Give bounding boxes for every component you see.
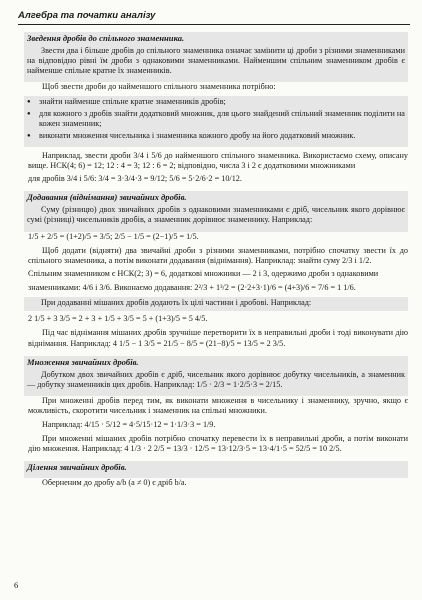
list-item: ● для кожного з дробів знайти додатковий множник, для цього знайдений спільний знаменник поділити на кожен знаменник; [27,109,405,130]
section-shaded-box [24,32,408,82]
paragraph: Звести два і більше дробів до спільного знаменника означає замінити ці дроби з різними знаменниками на відповідно рівні їм дроби з однаковими знаменниками. Найменшим спільним знаменником дробів є найменше спільне кратне їх знаменників. [27,45,405,76]
paragraph: Спільним знаменником є НСК(2; 3) = 6, додаткові множники — 2 і 3, одержимо дроби з однаковими [28,269,379,279]
section-shaded-box [24,191,408,231]
page-number: 6 [14,580,19,590]
paragraph: Під час віднімання мішаних дробів зручніше перетворити їх в неправильні дроби і тоді виконувати дію віднімання. Наприклад: 4 1/5 − 1 3/5 = 21/5 − 8/5 = (21−8)/5 = 13/5 = 2 3/5. [28,328,408,348]
page-content [28,32,408,491]
paragraph: Щоб додати (відняти) два звичайні дроби з різними знаменниками, потрібно спочатку звести їх до спільного знаменника, а потім виконати додавання (віднімання). Наприклад: знайти суму 2/3 і 1/2. [28,245,408,266]
section-title: Додавання (віднімання) звичайних дробів. [27,192,187,203]
section-title: Зведення дробів до спільного знаменника. [27,33,185,43]
formula-line: знаменниками: 4/6 і 3/6. Виконаємо додавання: 2²/3 + 1³/2 = (2·2+3·1)/6 = (4+3)/6 = 7/6 = 1 1/6. [28,282,356,292]
list-item: ● знайти найменше спільне кратне знаменників дробів; [27,97,405,107]
paragraph: При додаванні мішаних дробів додають їх цілі частини і дробові. Наприклад: [24,297,408,311]
paragraph: Щоб звести дроби до найменшого спільного знаменника потрібно: [42,82,276,92]
formula-line: 1/5 + 2/5 = (1+2)/5 = 3/5; 2/5 − 1/5 = (2−1)/5 = 1/5. [28,231,199,241]
paragraph: При множенні дробів перед тим, як виконати множення в чисельнику і знаменнику, зручно, якщо є можливість, скоротити чисельник і знаменник на спільні множники. [28,396,408,416]
paragraph: для дробів 3/4 і 5/6: 3/4 = 3·3/4·3 = 9/12; 5/6 = 5·2/6·2 = 10/12. [28,174,242,184]
paragraph: Суму (різницю) двох звичайних дробів з однаковими знаменниками є дріб, чисельник якого дорівнює сумі (різниці) чисельників дробів, а знаменник дорівнює знаменнику. Наприклад: [27,205,405,225]
formula-line: Наприклад: 4/15 · 5/12 = 4·5/15·12 = 1·1/3·3 = 1/9. [42,419,216,429]
paragraph: При множенні мішаних дробів потрібно спочатку перевести їх в неправильні дроби, а потім виконати дію множення. Наприклад: 4 1/3 · 2 2/5 = 13/3 · 12/5 = 13·12/3·5 = 13·4/1·5 = 52/5 = 10 2/5. [28,433,408,454]
section-addition [28,191,408,348]
paragraph: Добутком двох звичайних дробів є дріб, чисельник якого дорівнює добутку чисельників, а знаменник — добутку знаменників цих дробів. Наприклад: 1/5 · 2/3 = 1·2/5·3 = 2/15. [27,369,405,389]
section-title: Ділення звичайних дробів. [27,462,127,473]
list-item: ● виконати множення чисельника і знаменника кожного дробу на його додатковий множник. [27,131,405,141]
section-shaded-box [24,461,408,478]
formula-line: 2 1/5 + 3 3/5 = 2 + 3 + 1/5 + 3/5 = 5 + (1+3)/5 = 5 4/5. [28,314,208,324]
steps-list [24,96,408,147]
section-multiplication [28,356,408,454]
section-title: Множення звичайних дробів. [27,356,139,367]
running-header: Алгебра та початки аналізу [18,8,410,25]
paragraph: Наприклад, звести дроби 3/4 і 5/6 до найменшого спільного знаменника. Використаємо схему, описану вище. НСК(4; 6) = 12; 12 : 4 = 3; 12 : 6 = 2; відповідно, числа 3 і 2 є додатковими множниками [28,150,408,170]
paragraph: Оберненим до дробу a/b (a ≠ 0) є дріб b/a. [42,478,187,488]
section-common-denominator [28,32,408,184]
section-division [28,461,408,488]
section-shaded-box [24,356,408,396]
